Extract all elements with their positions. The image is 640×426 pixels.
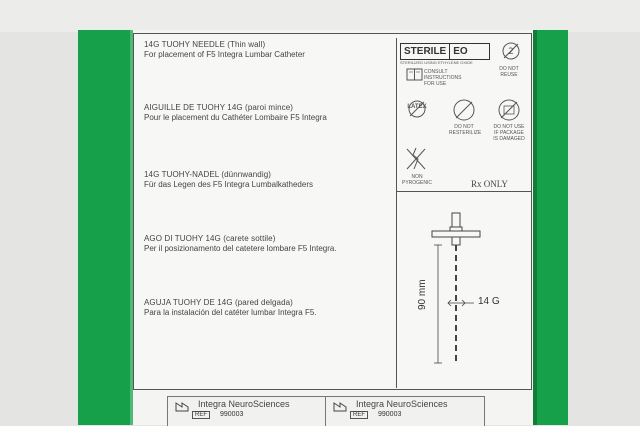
- bottom-label-tab: [167, 396, 327, 426]
- damaged-package-icon: [496, 98, 522, 124]
- block-title: 14G TUOHY-NADEL (dünnwandig): [144, 170, 272, 179]
- label-block-es: [144, 298, 317, 318]
- background-top: [0, 0, 640, 32]
- latex-icon: [406, 98, 428, 122]
- label-block-en: [144, 40, 305, 60]
- label-block-fr: [144, 103, 327, 123]
- do-not-reuse-label: DO NOT REUSE: [499, 66, 519, 78]
- bottom-label-tab: [325, 396, 485, 426]
- block-text: Für das Legen des F5 Integra Lumbalkatheders: [144, 180, 313, 189]
- block-title: AGO DI TUOHY 14G (carete sottile): [144, 234, 276, 243]
- svg-text:2: 2: [508, 47, 514, 57]
- ref-number: 990003: [220, 411, 244, 418]
- rx-only-text: Rx ONLY: [471, 179, 508, 189]
- block-title: AIGUILLE DE TUOHY 14G (paroi mince): [144, 103, 294, 112]
- label-block-de: [144, 170, 313, 190]
- block-text: Per il posizionamento del catetere lombare F5 Integra.: [144, 244, 337, 253]
- eo-text: EO: [449, 44, 470, 59]
- manufacturer-factory-icon: [174, 399, 194, 413]
- do-not-reuse-icon: [500, 40, 522, 64]
- ref-label: REF: [350, 411, 368, 419]
- sterilized-note: STERILIZED USING ETHYLENE OXIDE: [400, 60, 473, 65]
- damaged-package-label: DO NOT USE IF PACKAGE IS DAMAGED: [493, 124, 525, 142]
- non-pyrogenic-icon: [404, 145, 428, 173]
- green-stripe-right: [533, 30, 568, 425]
- block-text: Pour le placement du Cathéter Lombaire F5 Integra: [144, 113, 327, 122]
- label-block-it: [144, 234, 337, 254]
- manufacturer-factory-icon: [332, 399, 352, 413]
- non-pyrogenic-label: NON PYROGENIC: [401, 174, 432, 186]
- manufacturer-name: Integra NeuroSciences: [198, 399, 290, 409]
- block-title: 14G TUOHY NEEDLE (Thin wall): [144, 40, 266, 49]
- gauge-label: 14 G: [478, 296, 500, 307]
- sterile-eo-symbol: [400, 43, 490, 60]
- manufacturer-name: Integra NeuroSciences: [356, 399, 448, 409]
- length-label: 90 mm: [417, 279, 428, 310]
- block-text: Para la instalación del catéter lumbar Integra F5.: [144, 308, 317, 317]
- label-divider-vertical: [396, 38, 397, 388]
- do-not-resterilize-icon: [451, 98, 477, 124]
- consult-label: CONSULT INSTRUCTIONS FOR USE: [424, 69, 462, 87]
- block-text: For placement of F5 Integra Lumbar Catheter: [144, 50, 305, 59]
- sterile-text: STERILE: [404, 46, 447, 57]
- do-not-resterilize-label: DO NOT RESTERILIZE: [449, 124, 482, 136]
- instructions-book-icon: [404, 66, 426, 84]
- ref-number: 990003: [378, 411, 402, 418]
- latex-label: LATEX: [407, 104, 427, 110]
- ref-label: REF: [192, 411, 210, 419]
- block-title: AGUJA TUOHY DE 14G (pared delgada): [144, 298, 293, 307]
- label-divider-horizontal: [396, 191, 531, 192]
- green-stripe-left: [78, 30, 133, 425]
